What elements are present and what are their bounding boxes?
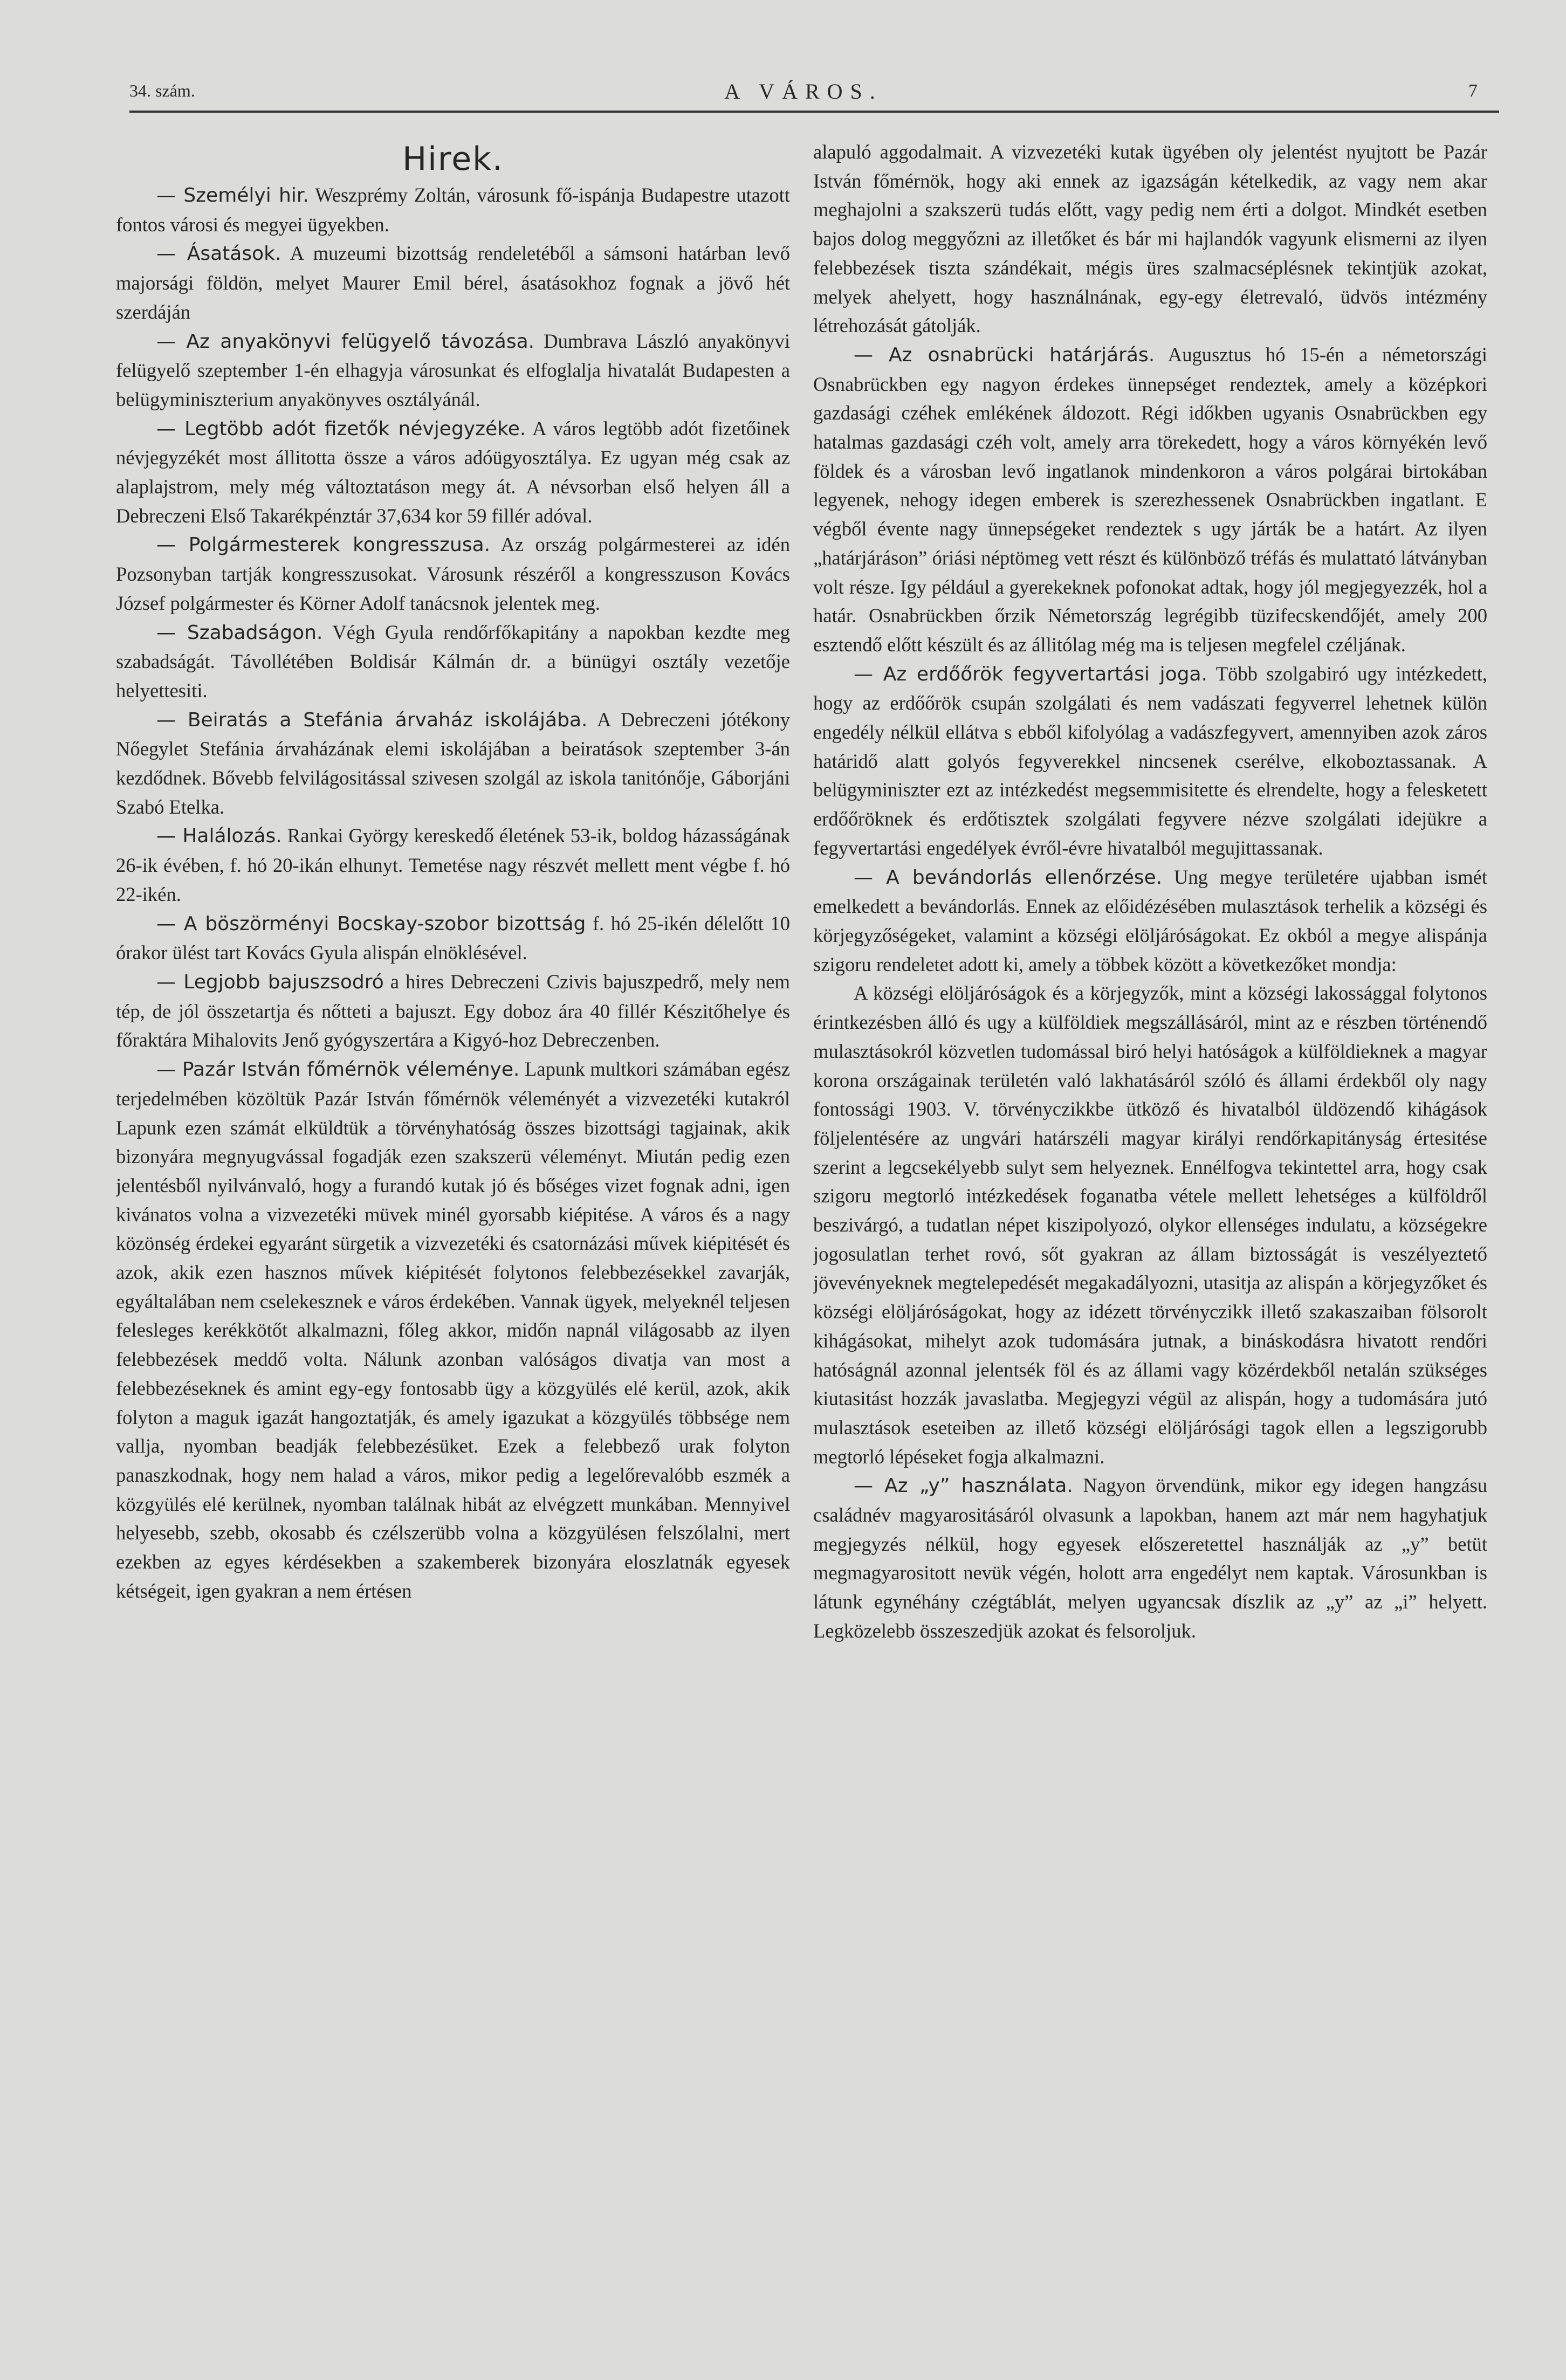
news-item (116, 967, 790, 1055)
page-number: 7 (1468, 81, 1478, 101)
news-item-text: Weszprémy Zoltán, városunk fő-ispánja Budapestre utazott fontos városi és megyei ügyekben. (116, 184, 790, 236)
section-title: Hirek. (402, 140, 504, 178)
news-item-text: Nagyon örvendünk, mikor egy idegen hangzásu családnév magyarositásáról olvasunk a lapokban, hanem azt már nem hagyhatjuk megjegyzés nélkül, hogy egyesek előszeretettel használják az „yˮ betüt megmagyarositott nevük végén, holott arra engedélyt nem kaptak. Városunkban is látunk egynéhány czégtáblát, melyen ugyancsak díszlik az „yˮ az „iˮ helyett. Legközelebb összeszedjük azokat és felsoroljuk. (813, 1474, 1487, 1642)
news-item-headline: — Halálozás. (156, 825, 282, 848)
right-articles (813, 137, 1487, 1646)
news-item-headline: — Az osnabrücki határjárás. (854, 343, 1155, 366)
news-item-text: Augusztus hó 15-én a németországi Osnabrückben egy nagyon érdekes ünnepséget rendeztek, amely a középkori gazdasági czéhek emlékének áldozott. Régi időkben ugyanis Osnabrückben egy hatalmas gazdasági czéh volt, amely arra törekedett, hogy a város környékén levő földek és a városban levő ingatlanok mindenkoron a város polgárai birtokában legyenek, nehogy idegen emberek is szerezhessenek Osnabrückben ingatlant. E végből évente nagy ünnepségeket rendeztek s ugy járták be a határt. Az ilyen „határjárásonˮ óriási néptömeg vett részt és különböző tréfás és mulattató látványban volt része. Igy például a gyerekeknek pofonokat adtak, hogy jól megjegyezzék, hol a határ. Osnabrückben őrzik Németország legrégibb tüzifecskendőjét, amely 200 esztendő előtt készült és az állitólag még ma is teljesen megfelel czéljának. (813, 343, 1487, 656)
issue-number: 34. szám. (129, 81, 195, 100)
news-item-text: Több szolgabiró ugy intézkedett, hogy az erdőőrök csupán szolgálati és nem vadászati fegyverrel lehetnek külön engedély nélkül ellátva s ebből kifolyólag a vadászfegyvert, amennyiben azok záros határidő alatt golyós fegyverekkel nincsenek cserélve, elkoboztassanak. A belügyminiszter ezt az intézkedést megsemmisitette és elrendelte, hogy a felesketett erdőőröknek és erdőtisztek szolgálati fegyvere nézve szolgálati idejükre a fegyvertartási engedélyek évről-évre hivatalból megujittassanak. (813, 662, 1487, 859)
news-item (116, 1055, 790, 1605)
news-item-text: Ung megye területére ujabban ismét emelkedett a bevándorlás. Ennek az előidézésében mulasztások terhelik a községi és körjegyzőségeket, valamint a községi elöljáróságokat. Ez okból a megye alispánja szigoru rendeletet adott ki, amely a többek között a következőket mondja: (813, 865, 1487, 975)
news-item (116, 705, 790, 822)
news-item-text: f. hó 25-ikén délelőtt 10 órakor ülést tart Kovács Gyula alispán elnöklésével. (116, 912, 790, 964)
news-item (813, 979, 1487, 1471)
news-item (116, 821, 790, 909)
news-item-headline: — Ásatások. (156, 243, 281, 265)
news-item-text: A községi elöljáróságok és a körjegyzők, mint a községi lakossággal folytonos érintkezésben álló és ugy a külföldiek megszállásáról, mint az e részben történendő mulasztásokról közvetlen tudomással biró helyi hatóságok a külföldieknek a magyar korona országainak területén való lakhatásáról szóló és állami érdekből oly nagy fontossági 1903. V. törvényczikkbe ütköző és hivatalból üldözendő kihágások följelentésére az ungvári határszéli magyar királyi rendőrkapitányság értesitése szerint a legcsekélyebb sulyt sem helyeznek. Ennélfogva tekintettel arra, hogy csak szigoru megtorló intézkedések foganatba vétele mellett lehetséges a külföldről beszivárgó, a tudatlan népet kiszipolyozó, olykor ellenséges indulatu, a községekre jogosulatlan terhet rovó, sőt gyakran az állam biztosságát is veszélyeztető jövevényeknek megtelepedését megakadályozni, utasitja az alispán a körjegyzőket és községi elöljáróságokat, hogy az idézett törvényczikk illető szakaszaiban fölsorolt kihágásokat, mihelyt azok tudomására jutnak, a bináskodásra hivatott rendőri hatóságnál azonnal jelentsék föl és az állami vagy közérdekből netalán szükséges kiutasitást hozzák javaslatba. Megjegyzi végül az alispán, hogy a tudomására jutó mulasztások eseteiben az illető községi elöljárósági tagok ellen a legszigorubb megtorló lépéseket fogja alkalmazni. (813, 982, 1487, 1468)
news-item-headline: — Polgármesterek kongresszusa. (156, 534, 491, 556)
news-item (813, 1471, 1487, 1645)
news-item-headline: — Az erdőőrök fegyvertartási joga. (854, 663, 1207, 685)
news-item-headline: — A böszörményi Bocskay-szobor bizottság (156, 912, 586, 935)
news-item (116, 239, 790, 326)
news-item-headline: — Az „yˮ használata. (854, 1475, 1073, 1497)
news-item-headline: — Legtöbb adót fizetők névjegyzéke. (156, 417, 526, 440)
news-item-text: Végh Gyula rendőrfőkapitány a napokban kezdte meg szabadságát. Távollétében Boldisár Kálmán dr. a bünügyi osztály vezetője helyettesiti. (116, 621, 790, 701)
news-item (116, 414, 790, 531)
news-item (116, 618, 790, 705)
news-item-text: Lapunk multkori számában egész terjedelmében közöltük Pazár István főmérnök véleményét a vizvezetéki kutakról Lapunk ezen számát elküldtük a törvényhatóság összes bizottsági tagjainak, akik bizonyára megnyugvással fogadják ezen szakszerü véleményt. Miután pedig ezen jelentésből nyilvánvaló, hogy a furandó kutak jó és bőséges vizet fognak adni, igen kivánatos volna a vizvezetéki müvek minél gyorsabb kiépitése. A város és a nagy közönség érdekei egyaránt sürgetik a vizvezetéki és csatornázási művek kiépitését és azok, akik ezen hasznos művek kiépitését folytonos felebbezésekkel zavarják, egyáltalában nem cselekesznek e város érdekében. Vannak ügyek, melyeknél teljesen felesleges kerékkötőt alkalmazni, főleg akkor, midőn napnál világosabb az ilyen felebbezések meddő volta. Nálunk azonban valóságos divatja van most a felebbezéseknek és amint egy-egy fontosabb ügy a közgyülés elé kerül, azok, akik folyton a maguk igazát hangoztatják, és amely igazukat a közgyülés többsége nem vallja, nyomban beadják felebbezésüket. Ezek a felebbező urak folyton panaszkodnak, hogy nem halad a város, mikor pedig a legelőrevalóbb eszmék a közgyülés elé kerülnek, nyomban találnak hibát az elvégzett munkában. Mennyivel helyesebb, szebb, okosabb és czélszerübb volna a közgyülésen felszólalni, mert ezekben az egyes kérdésekben a szakemberek bizonyára eloszlatnák egyesek kétségeit, igen gyakran a nem értésen (116, 1058, 790, 1602)
news-item-headline: — Beiratás a Stefánia árvaház iskolájába. (156, 709, 588, 731)
news-item (813, 137, 1487, 340)
news-item (116, 181, 790, 239)
news-item-headline: — Pazár István főmérnök véleménye. (156, 1058, 520, 1081)
news-item-headline: — Szabadságon. (156, 621, 323, 644)
left-articles (116, 181, 790, 1605)
news-item-text: a hires Debreczeni Czivis bajuszpedrő, mely nem tép, de jól összetartja és nőtteti a bajuszt. Egy doboz ára 40 fillér Készitőhelye és főraktára Mihalovits Jenő gyógyszertára a Kigyó-hoz Debreczenben. (116, 970, 790, 1051)
news-item-text: A muzeumi bizottság rendeletéből a sámsoni határban levő majorsági földön, melyet Maurer Emil bérel, ásatásokhoz fognak a jövő hét szerdáján (116, 242, 790, 323)
right-column (813, 137, 1487, 2359)
news-item (116, 530, 790, 617)
page-header (129, 81, 1478, 113)
news-item (813, 863, 1487, 979)
news-item (116, 909, 790, 967)
news-item-headline: — A bevándorlás ellenőrzése. (854, 866, 1163, 889)
news-item-text: Rankai György kereskedő életének 53-ik, boldog házasságának 26-ik évében, f. hó 20-ikán elhunyt. Temetése nagy részvét mellett ment végbe f. hó 22-ikén. (116, 824, 790, 905)
news-item (116, 327, 790, 414)
news-item-text: Dumbrava László anyakönyvi felügyelő szeptember 1-én elhagyja városunkat és elfoglalja hivatalát Budapesten a belügyminiszterium anyakönyves osztályánál. (116, 329, 790, 410)
news-item (813, 340, 1487, 659)
left-column (116, 137, 790, 2359)
header-rule (129, 111, 1499, 113)
news-item-text: alapuló aggodalmait. A vizvezetéki kutak ügyében oly jelentést nyujtott be Pazár István főmérnök, hogy aki ennek az igazságán kételkedik, az vagy nem akar meghajolni a szakszerü tudás előtt, vagy pedig nem érti a dolgot. Mindkét esetben bajos dolog meggyőzni az illetőket és bár mi hajlandók vagyunk elismerni az ilyen felebbezések tiszta szándékait, mégis üres szalmacséplésnek tekintjük azokat, melyek ahelyett, hogy használnának, egy-egy életrevaló, üdvös intézmény létrehozását gátolják. (813, 141, 1487, 337)
news-item (813, 659, 1487, 863)
news-item-text: Az ország polgármesterei az idén Pozsonyban tartják kongresszusokat. Városunk részéről a kongresszuson Kovács József polgármester és Körner Adolf tanácsnok jelentek meg. (116, 533, 790, 614)
news-item-headline: — Az anyakönyvi felügyelő távozása. (156, 330, 535, 353)
masthead-title: A VÁROS. (724, 79, 883, 104)
news-item-text: A Debreczeni jótékony Nőegylet Stefánia árvaházának elemi iskolájában a beiratások szeptember 3-án kezdődnek. Bővebb felvilágositással szivesen szolgál az iskola tanitónője, Gáborjáni Szabó Etelka. (116, 708, 790, 818)
news-item-text: A város legtöbb adót fizetőinek névjegyzékét most állitotta össze a város adóügyosztálya. Ez ugyan még csak az alaplajstrom, mely még változtatáson megy át. A névsorban első helyen áll a Debreczeni Első Takarékpénztár 37,634 kor 59 fillér adóval. (116, 417, 790, 527)
news-item-headline: — Legjobb bajuszsodró (156, 971, 384, 993)
news-item-headline: — Személyi hir. (156, 184, 309, 207)
